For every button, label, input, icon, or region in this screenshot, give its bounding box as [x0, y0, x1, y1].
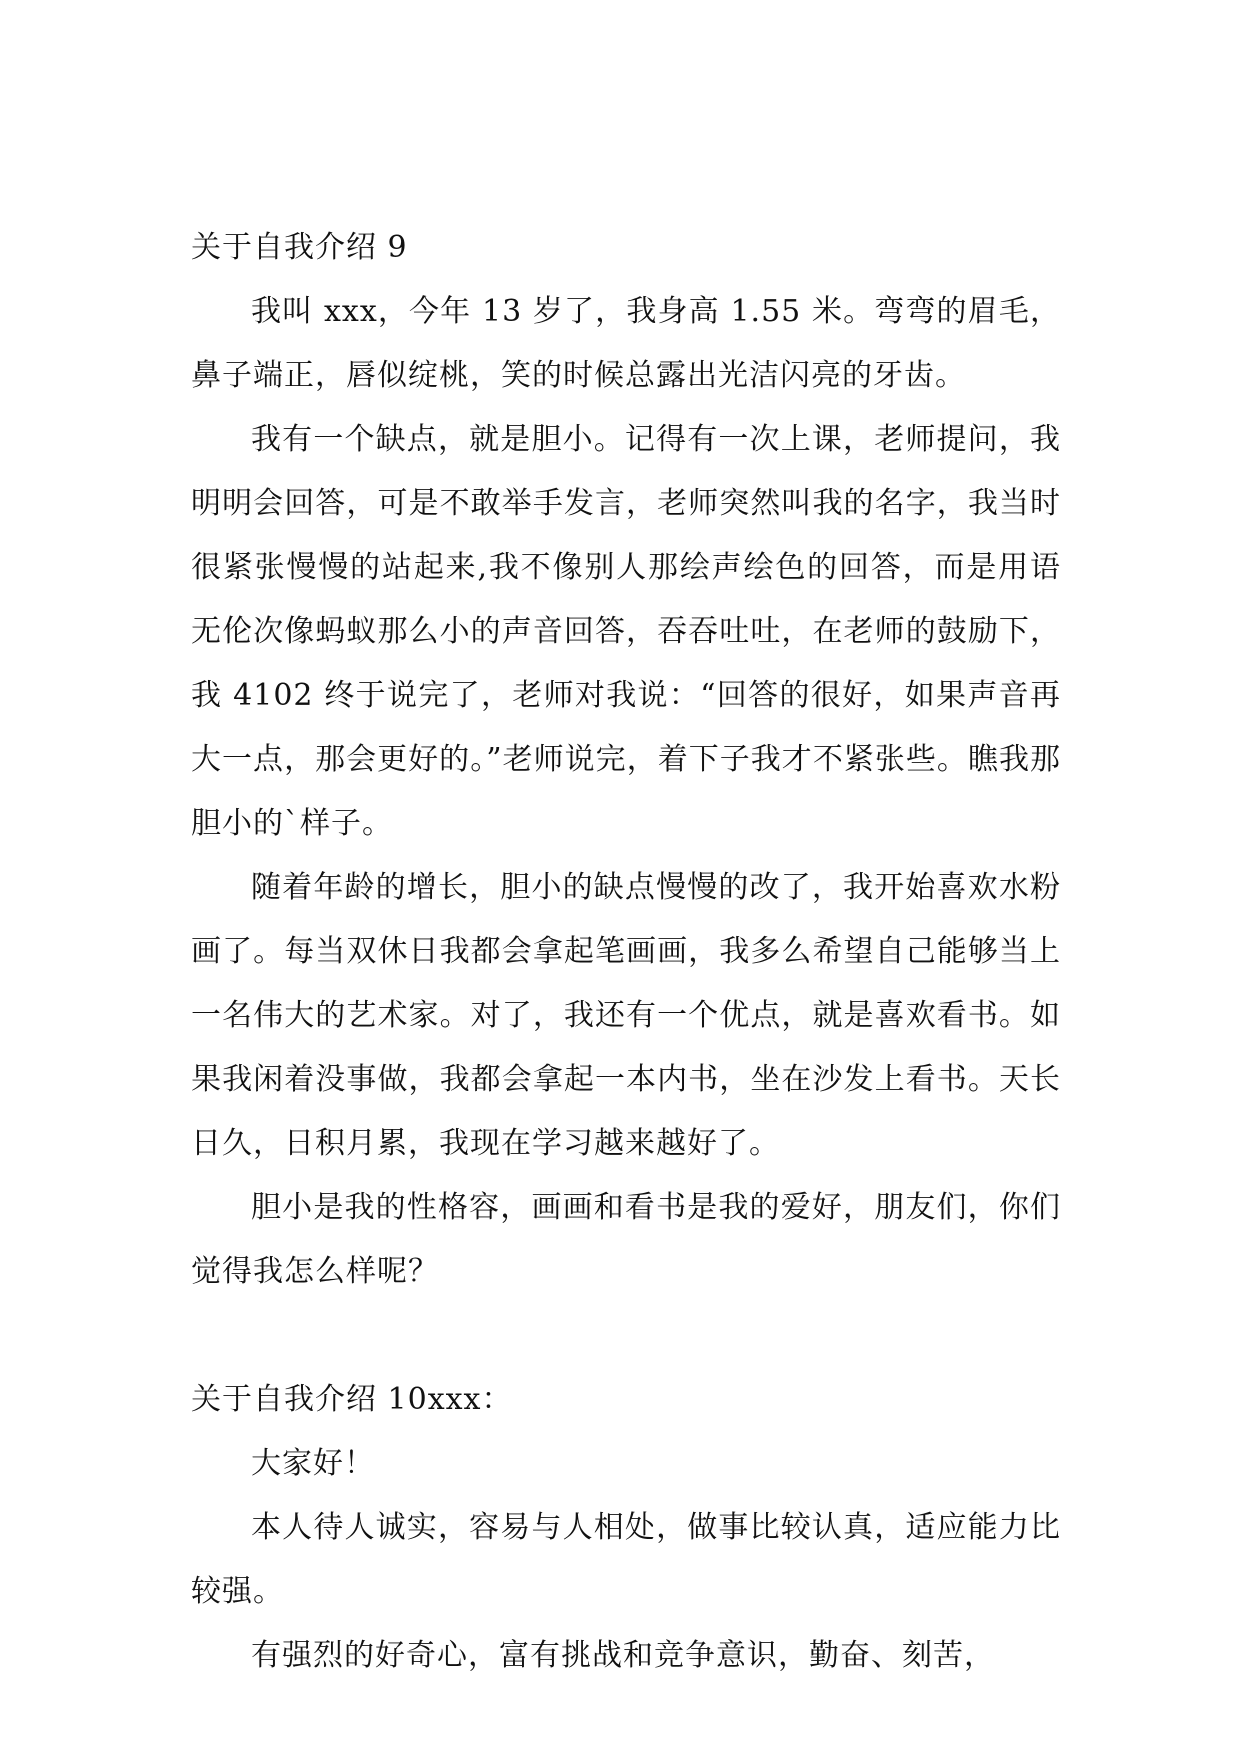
- paragraph: 大家好！: [251, 1446, 375, 1481]
- paragraph: 随着年龄的增长，胆小的缺点慢慢的改了，我开始喜欢水粉画了。每当双休日我都会拿起笔画画，我多么希望自己能够当上一名伟大的艺术家。对了，我还有一个优点，就是喜欢看书。如果我闲着没事做，我都会拿起一本内书，坐在沙发上看书。天长日久，日积月累，我现在学习越来越好了。: [191, 870, 1061, 1161]
- section-spacer: [191, 1304, 1061, 1368]
- paragraph: 我叫 xxx，今年 13 岁了，我身高 1.55 米。弯弯的眉毛，鼻子端正，唇似绽桃，笑的时候总露出光洁闪亮的牙齿。: [191, 294, 1061, 393]
- document-body: [191, 216, 1061, 1688]
- paragraph: 本人待人诚实，容易与人相处，做事比较认真，适应能力比较强。: [191, 1510, 1061, 1609]
- paragraph: 有强烈的好奇心，富有挑战和竞争意识，勤奋、刻苦，: [251, 1638, 995, 1673]
- paragraph: 我有一个缺点，就是胆小。记得有一次上课，老师提问，我明明会回答，可是不敢举手发言，老师突然叫我的名字，我当时很紧张慢慢的站起来,我不像别人那绘声绘色的回答，而是用语无伦次像蚂蚁那么小的声音回答，吞吞吐吐，在老师的鼓励下，我 4102 终于说完了，老师对我说：“回答的很好，如果声音再大一点，那会更好的。”老师说完，着下子我才不紧张些。瞧我那胆小的`样子。: [191, 422, 1061, 841]
- section-self-intro-10: [191, 1368, 1061, 1688]
- section-self-intro-9: [191, 216, 1061, 1304]
- paragraph: 胆小是我的性格容，画画和看书是我的爱好，朋友们，你们觉得我怎么样呢？: [191, 1190, 1061, 1289]
- section-heading: 关于自我介绍 10xxx：: [191, 1382, 513, 1417]
- section-heading: 关于自我介绍 9: [191, 230, 408, 265]
